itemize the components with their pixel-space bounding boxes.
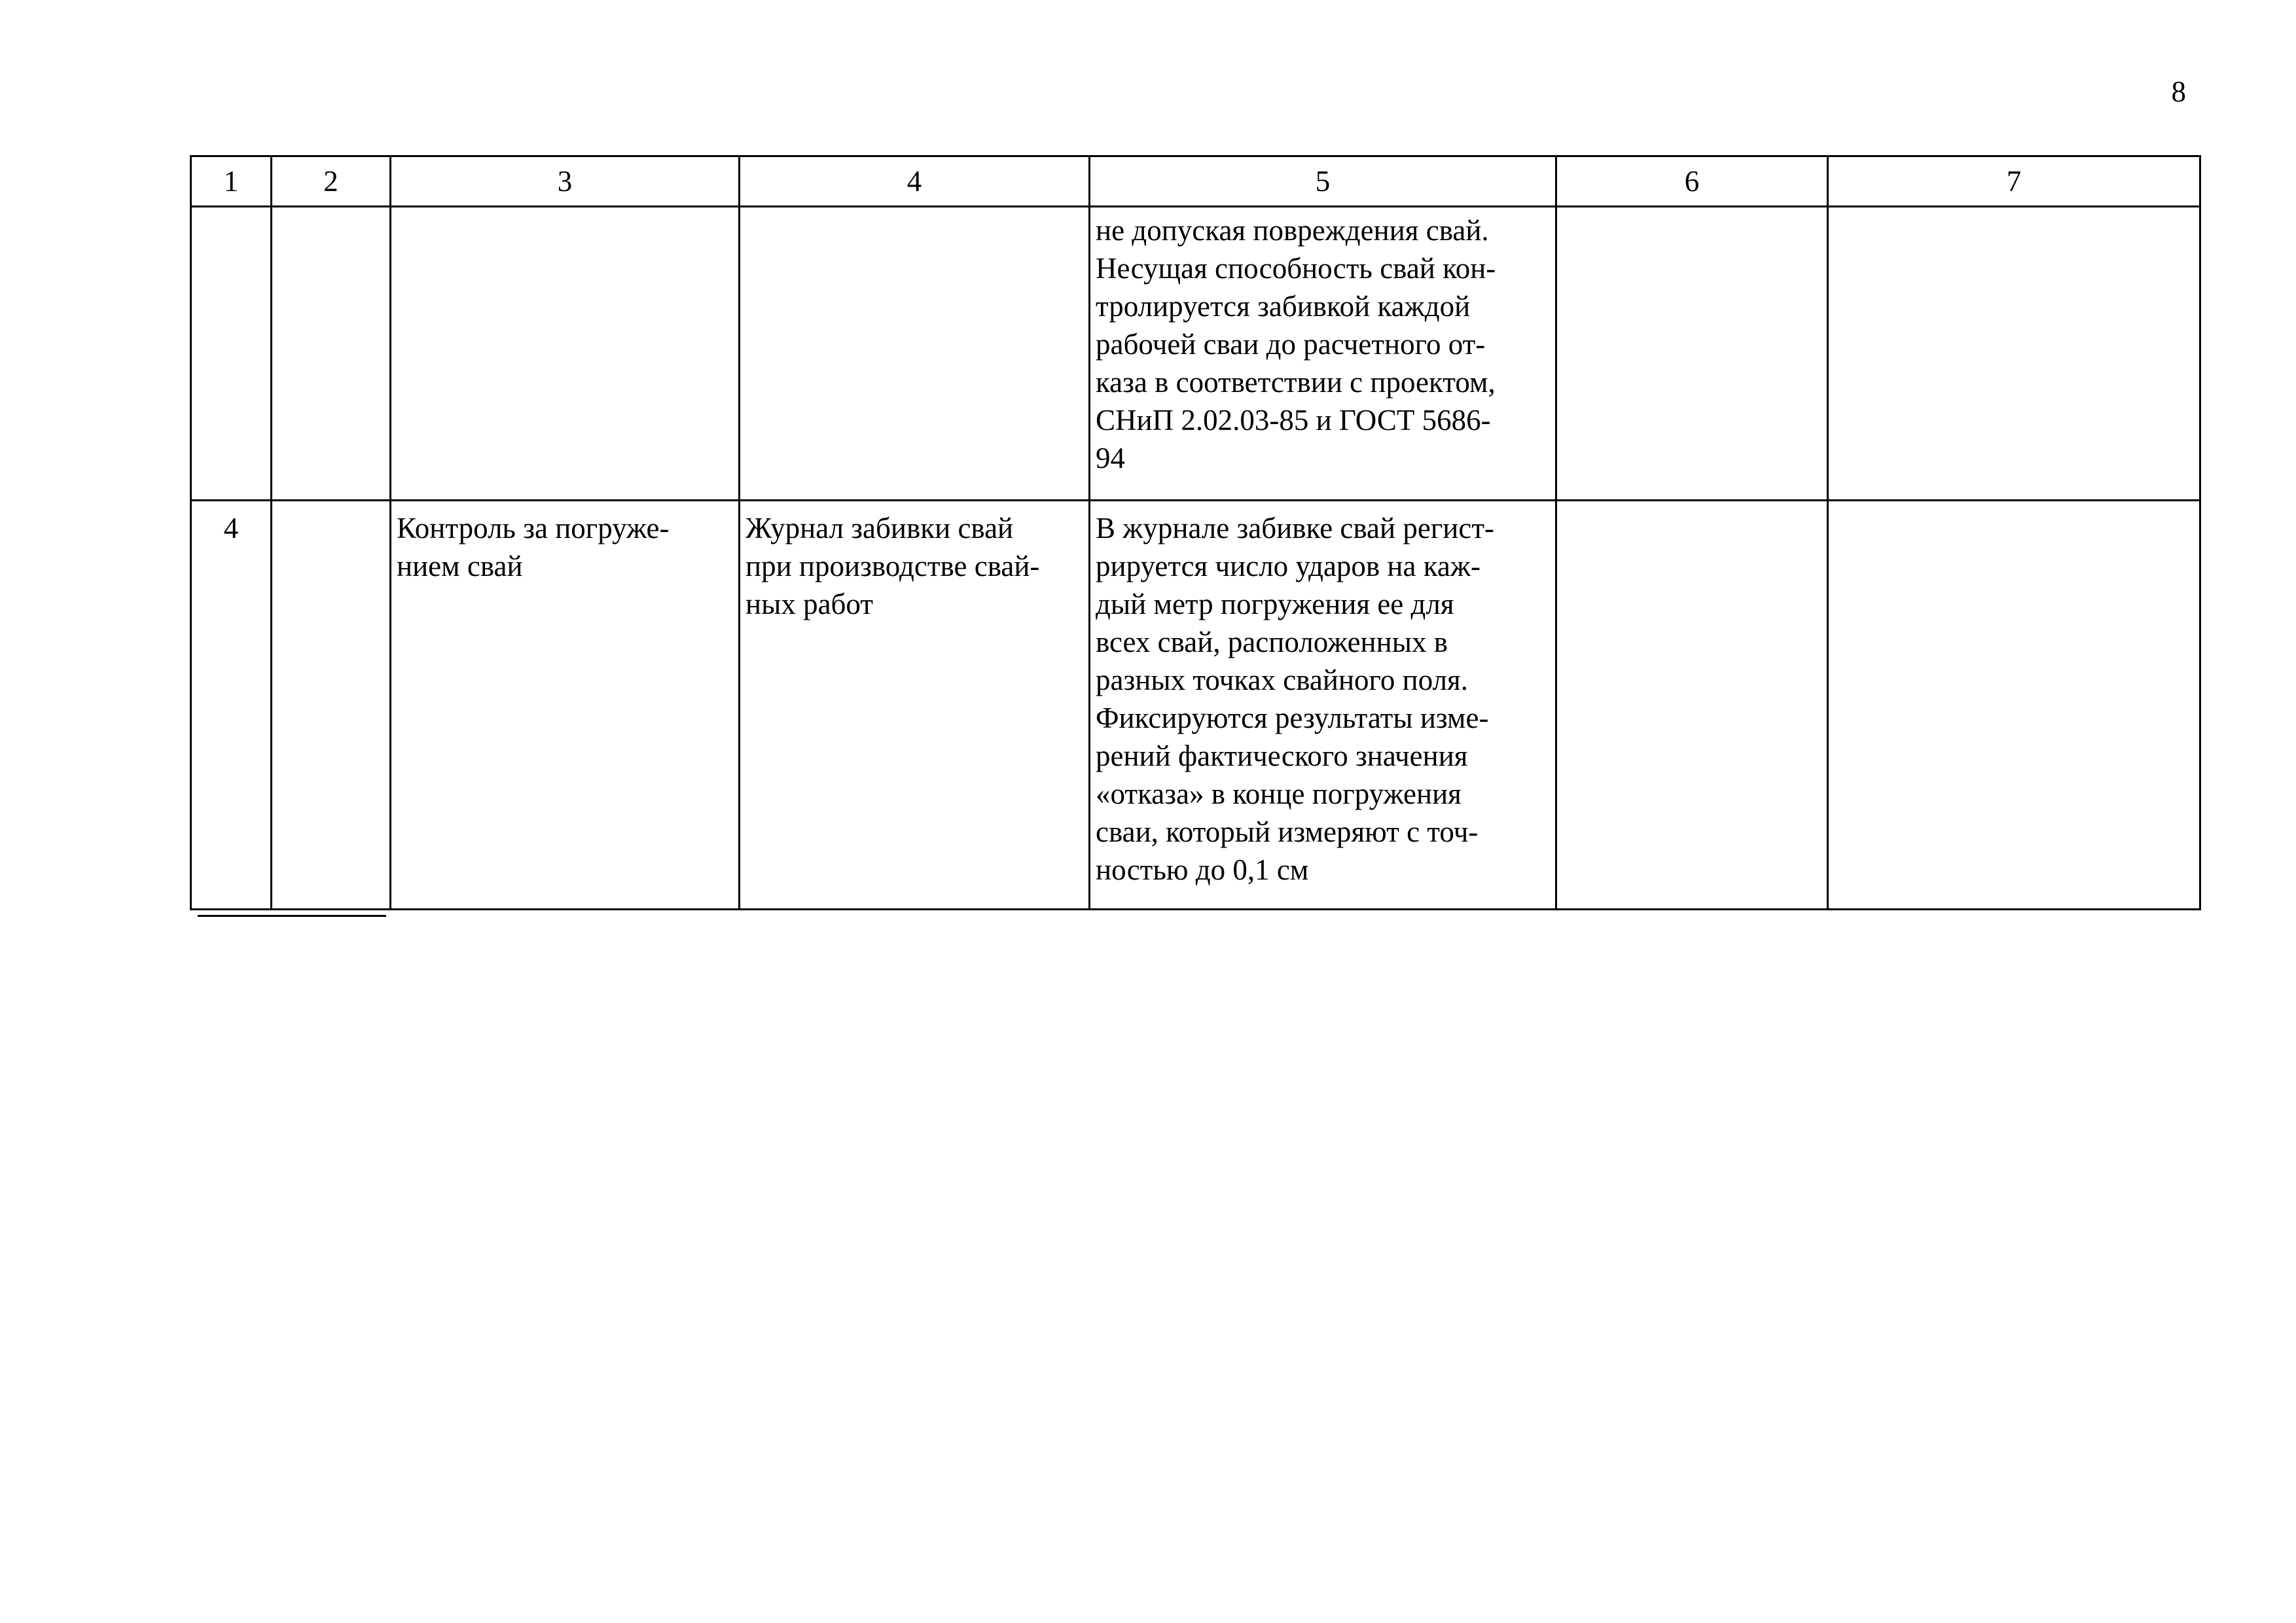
column-header-7: 7 xyxy=(1828,156,2200,207)
row-number-cell xyxy=(191,207,272,501)
cell-col2 xyxy=(272,207,391,501)
cell-col6 xyxy=(1556,501,1828,910)
cell-col3 xyxy=(391,207,740,501)
column-header-1: 1 xyxy=(191,156,272,207)
table-row xyxy=(191,501,2200,910)
column-header-5: 5 xyxy=(1090,156,1556,207)
table-header-row xyxy=(191,156,2200,207)
cell-col6 xyxy=(1556,207,1828,501)
column-header-3: 3 xyxy=(391,156,740,207)
cell-col4: Журнал забивки свай при производстве свай- ных работ xyxy=(740,501,1090,910)
inspection-table xyxy=(190,155,2201,910)
cell-col3: Контроль за погруже- нием свай xyxy=(391,501,740,910)
cell-col4 xyxy=(740,207,1090,501)
footnote-separator-line xyxy=(198,915,386,917)
column-header-4: 4 xyxy=(740,156,1090,207)
cell-col5: В журнале забивке свай регист- рируется число ударов на каж- дый метр погружения ее для всех свай, расположенных в разных точках свайного поля. Фиксируются результаты изме- рений фактического значения «отказа» в конце погружения сваи, который измеряют с точ- ностью до 0,1 см xyxy=(1090,501,1556,910)
table-row xyxy=(191,207,2200,501)
cell-col2 xyxy=(272,501,391,910)
page-number: 8 xyxy=(2171,75,2186,108)
column-header-6: 6 xyxy=(1556,156,1828,207)
cell-col7 xyxy=(1828,207,2200,501)
column-header-2: 2 xyxy=(272,156,391,207)
cell-col7 xyxy=(1828,501,2200,910)
row-number-cell: 4 xyxy=(191,501,272,910)
cell-col5: не допуская повреждения свай. Несущая способность свай кон- тролируется забивкой каждой рабочей сваи до расчетного от- каза в соответствии с проектом, СНиП 2.02.03-85 и ГОСТ 5686- 94 xyxy=(1090,207,1556,501)
